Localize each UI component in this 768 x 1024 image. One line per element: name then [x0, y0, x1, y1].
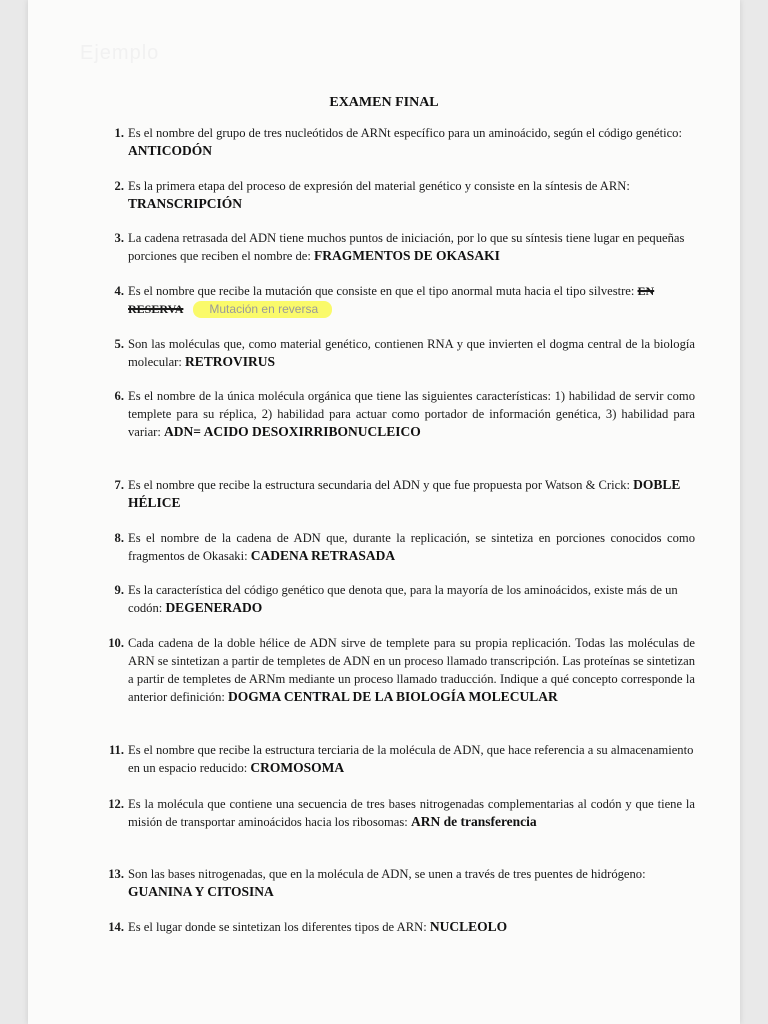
question-number: 14.: [108, 920, 124, 934]
question-text: Es el nombre que recibe la mutación que consiste en que el tipo anormal muta hacia el tipo silvestre:: [128, 284, 638, 298]
question-answer: RETROVIRUS: [185, 354, 276, 369]
question-answer: NUCLEOLO: [429, 919, 508, 934]
question-text: Es el nombre que recibe la estructura terciaria de la molécula de ADN, que hace referencia a su almacenamiento en un espacio reducido:: [128, 743, 694, 775]
highlighted-correction: Mutación en reversa: [193, 301, 332, 318]
question-number: 4.: [114, 284, 124, 298]
question-8: [114, 529, 695, 565]
question-number: 8.: [114, 531, 124, 545]
question-text: Es la característica del código genético que denota que, para la mayoría de los aminoácidos, existe más de un codón:: [128, 583, 678, 615]
question-answer: ANTICODÓN: [128, 143, 213, 158]
question-text: Son las bases nitrogenadas, que en la molécula de ADN, se unen a través de tres puentes de hidrógeno:: [128, 867, 646, 881]
question-9: [114, 581, 695, 617]
question-answer: TRANSCRIPCIÓN: [128, 196, 243, 211]
watermark-logo: Ejemplo: [80, 42, 160, 64]
question-number: 6.: [114, 389, 124, 403]
question-text: Es la primera etapa del proceso de expresión del material genético y consiste en la síntesis de ARN:: [128, 179, 630, 193]
struck-answer: EN RESERVA: [128, 284, 655, 316]
question-text: Son las moléculas que, como material genético, contienen RNA y que invierten el dogma central de la biología molecular:: [128, 337, 695, 369]
question-answer: DEGENERADO: [165, 600, 263, 615]
question-number: 13.: [108, 867, 124, 881]
question-6: [114, 387, 695, 441]
question-number: 11.: [108, 743, 124, 757]
page-title: EXAMEN FINAL: [329, 95, 439, 110]
question-text: Es el lugar donde se sintetizan los diferentes tipos de ARN:: [128, 920, 430, 934]
question-10: [108, 634, 695, 706]
question-2: [114, 177, 695, 213]
question-answer: CADENA RETRASADA: [250, 548, 396, 563]
question-text: Es el nombre que recibe la estructura secundaria del ADN y que fue propuesta por Watson & Crick:: [128, 478, 634, 492]
question-text: La cadena retrasada del ADN tiene muchos puntos de iniciación, por lo que su síntesis tiene lugar en pequeñas porciones que reciben el nombre de:: [128, 231, 685, 263]
question-answer: CROMOSOMA: [250, 760, 345, 775]
question-answer: DOGMA CENTRAL DE LA BIOLOGÍA MOLECULAR: [228, 689, 558, 704]
document-page: [28, 0, 740, 1024]
question-1: [114, 124, 695, 160]
question-number: 10.: [108, 636, 124, 650]
question-text: Es el nombre del grupo de tres nucleótidos de ARNt específico para un aminoácido, según el código genético:: [128, 126, 682, 140]
question-text: Es el nombre de la única molécula orgánica que tiene las siguientes características: 1) habilidad de servir como templete para su réplica, 2) habilidad para actuar como portador de información genética, 3) habilidad para variar:: [128, 389, 695, 439]
question-number: 2.: [114, 179, 124, 193]
question-5: [114, 335, 695, 371]
question-answer: FRAGMENTOS DE OKASAKI: [314, 248, 500, 263]
question-answer: GUANINA Y CITOSINA: [128, 884, 274, 899]
question-answer: DOBLE HÉLICE: [128, 477, 681, 510]
question-12: [108, 795, 695, 831]
question-4: [114, 282, 695, 318]
question-number: 9.: [114, 583, 124, 597]
question-text: Cada cadena de la doble hélice de ADN sirve de templete para su propia replicación. Todas las moléculas de ARN se sintetizan a partir de templetes de ADN en un proceso llamado transcripción. Las proteínas se sintetizan a partir de templetes de ARNm mediante un proceso llamado traducción. Indique a qué concepto corresponde la anterior definición:: [128, 636, 695, 704]
question-text: Es el nombre de la cadena de ADN que, durante la replicación, se sintetiza en porciones conocidos como fragmentos de Okasaki:: [128, 531, 695, 563]
question-answer: ARN de transferencia: [410, 814, 537, 829]
question-number: 12.: [108, 797, 124, 811]
question-14: [108, 918, 695, 936]
question-number: 1.: [114, 126, 124, 140]
question-text: Es la molécula que contiene una secuencia de tres bases nitrogenadas complementarias al codón y que tiene la misión de transportar aminoácidos hacia los ribosomas:: [128, 797, 695, 829]
question-number: 5.: [114, 337, 124, 351]
question-11: [108, 741, 695, 777]
question-3: [114, 229, 695, 265]
question-13: [108, 865, 695, 901]
question-number: 3.: [114, 231, 124, 245]
question-answer: ADN= ACIDO DESOXIRRIBONUCLEICO: [164, 424, 421, 439]
question-number: 7.: [114, 478, 124, 492]
question-7: [114, 476, 695, 512]
